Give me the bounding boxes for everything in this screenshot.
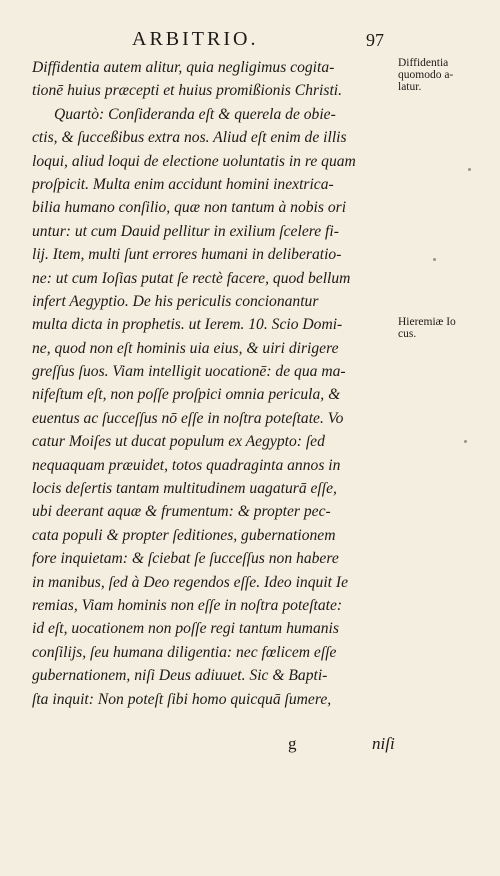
marginal-note-line: Hieremiæ Io (398, 316, 456, 328)
catchword: niſi (372, 734, 395, 753)
text-line: proſpicit. Multa enim accidunt homini inextrica- (32, 175, 334, 193)
text-line: conſilijs, ſeu humana diligentia: nec fœlicem eſſe (32, 643, 337, 661)
text-line: nequaquam præuidet, totos quadraginta annos in (32, 456, 341, 474)
text-line: untur: ut cum Dauid pellitur in exilium ſcelere fi- (32, 222, 339, 240)
text-line: nifeſtum eſt, non poſſe proſpici omnia pericula, & (32, 386, 341, 404)
page-footer (0, 734, 400, 758)
paper-speck (433, 258, 436, 261)
text-line: gubernationem, niſi Deus adiuuet. Sic & Bapti- (32, 667, 328, 685)
marginal-note-diffidentia (398, 57, 498, 93)
marginal-note-line: latur. (398, 81, 422, 93)
text-line: ſta inquit: Non poteſt ſibi homo quicquā ſumere, (32, 690, 332, 708)
text-line: Quartò: Conſideranda eſt & querela de obie- (54, 105, 336, 123)
paper-speck (468, 168, 471, 171)
text-line: catur Moiſes ut ducat populum ex Aegypto: ſed (32, 433, 325, 451)
marginal-note-line: Diffidentia (398, 57, 449, 69)
text-line: fore inquietam: & ſciebat ſe ſucceſſus non habere (32, 550, 339, 568)
running-head: ARBITRIO. (132, 28, 259, 50)
paper-speck (464, 440, 467, 443)
text-line: ne: ut cum Ioſias putat ſe rectè facere, quod bellum (32, 269, 351, 287)
text-line: infert Aegyptio. De his periculis concionantur (32, 292, 319, 310)
text-line: bilia humano conſilio, quæ non tantum à nobis ori (32, 199, 347, 217)
text-line: in manibus, ſed à Deo regendos eſſe. Ideo inquit Ie (32, 573, 348, 591)
text-line: remias, Viam hominis non eſſe in noſtra poteſtate: (32, 596, 343, 614)
text-line: ctis, & ſucceßibus extra nos. Aliud eſt enim de illis (32, 129, 347, 147)
text-line: multa dicta in prophetis. ut Ierem. 10. Scio Domi- (32, 316, 343, 334)
text-line: cata populi & propter ſeditiones, gubernationem (32, 526, 336, 544)
text-line: Diffidentia autem alitur, quia negligimus cogita- (32, 59, 335, 76)
text-line: ubi deerant aquæ & frumentum: & propter pec- (32, 503, 331, 521)
text-line: locis deſertis tantam multitudinem uagaturā eſſe, (32, 480, 337, 498)
text-line: id eſt, uocationem non poſſe regi tantum humanis (32, 620, 339, 638)
signature-mark: g (288, 734, 297, 753)
page-header (0, 28, 500, 52)
marginal-note-line: cus. (398, 328, 417, 340)
text-line: loqui, aliud loqui de electione uoluntatis in re quam (32, 152, 356, 170)
text-line: tionē huius præcepti et huius promißionis Christi. (32, 82, 343, 100)
text-line: lij. Item, multi ſunt errores humani in deliberatio- (32, 246, 342, 264)
text-line: ne, quod non eſt hominis uia eius, & uiri dirigere (32, 339, 339, 357)
marginal-note-hieremiae (398, 316, 498, 340)
text-line: greſſus ſuos. Viam intelligit uocationē: de qua ma- (32, 363, 346, 381)
marginal-note-line: quomodo a- (398, 69, 454, 81)
body-text (32, 56, 400, 711)
text-line: euentus ac ſucceſſus nō eſſe in noſtra poteſtate. Vo (32, 409, 344, 427)
page-number: 97 (366, 30, 384, 50)
